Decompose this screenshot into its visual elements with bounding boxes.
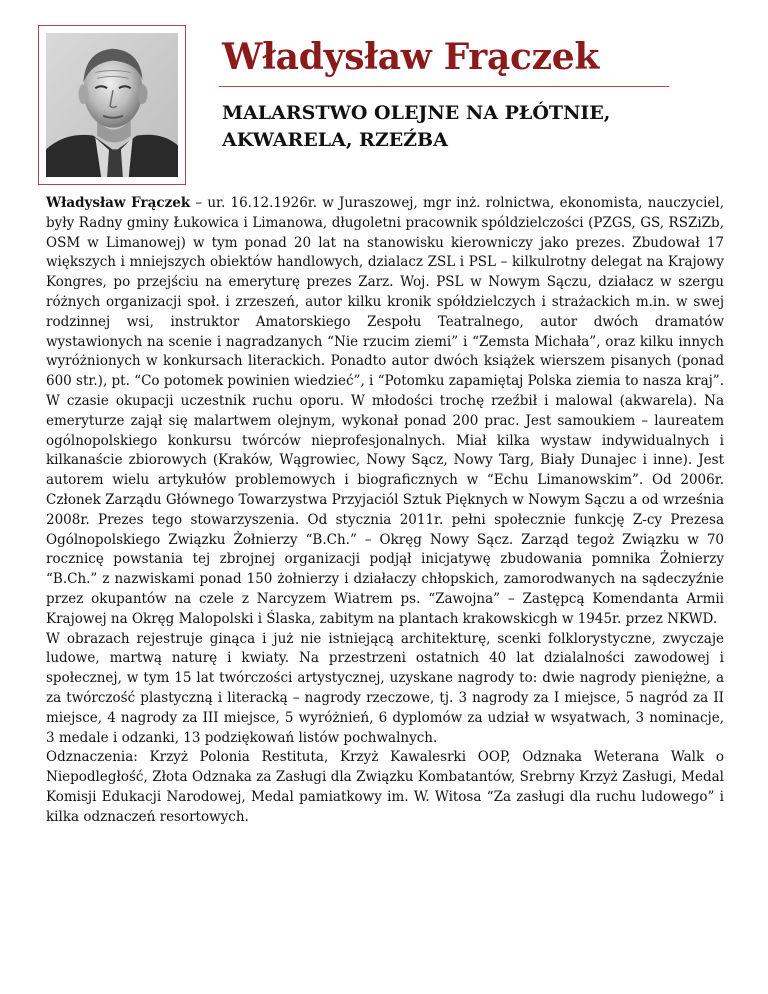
bio-paragraph-1 [46, 194, 724, 630]
biography-text [46, 194, 724, 828]
subtitle-line-1: MALARSTWO OLEJNE NA PŁÓTNIE, [222, 102, 611, 124]
portrait-photo [38, 25, 186, 185]
page-title: Władysław Frączek [222, 36, 599, 78]
bio-paragraph-1-text: – ur. 16.12.1926r. w Juraszowej, mgr inż. rolnictwa, ekonomista, nauczyciel, były Radny gminy Łukowica i Limanowa, długoletni pracownik spóldzielczości (PZGS, GS, RSZiZb, OSM w Limanowej) w tym ponad 20 lat na stanowisku kierowniczy jako prezes. Zbudował 17 większych i mniejszych obiektów handlowych, dzialacz ZSL i PSL – kilkulrotny delegat na Krajowy Kongres, po przejściu na emeryturę prezes Zarz. Woj. PSL w Nowym Sączu, działacz w szergu różnych organizacji społ. i zrzeszeń, autor kilku kronik spółdzielczych i strażackich m.in. w swej rodzinnej wsi, instruktor Amatorskiego Zespołu Teatralnego, autor dwóch dramatów wystawionych na scenie i nagradzanych “Nie rzucim ziemi” i “Zemsta Michała”, oraz kilku innych wyróżnionych w konkursach literackich. Ponadto autor dwóch książek wierszem pisanych (ponad 600 str.), pt. “Co potomek powinien wiedzieć”, i “Potomku zapamiętaj Polska ziemia to nasza kraj”. W czasie okupacji uczestnik ruchu oporu. W młodości trochę rzeźbił i malowal (akwarela). Na emeryturze zajął się malartwem olejnym, wykonał ponad 200 prac. Jest samoukiem – laureatem ogólnopolskiego konkursu twórców nieprofesjonalnych. Miał kilka wystaw indywidualnych i kilkanaście zbiorowych (Kraków, Wągrowiec, Nowy Sącz, Nowy Targ, Biały Dunajec i inne). Jest autorem wielu artykułów problemowych i biograficznych w “Echu Limanowskim”. Od 2006r. Członek Zarządu Głównego Towarzystwa Przyjaciól Sztuk Pięknych w Nowym Sączu a od września 2008r. Prezes tego stowarzyszenia. Od stycznia 2011r. pełni społecznie funkcję Z-cy Prezesa Ogólnopolskiego Związku Żołnierzy “B.Ch.” – Okręg Nowy Sącz. Zarząd tegoż Związku w 70 rocznicę powstania tej zbrojnej organizacji podjął inicjatywę zbudowania pomnika Żołnierzy “B.Ch.” z nazwiskami ponad 150 żołnierzy i działaczy chłopskich, zamorodwanych na sądeczyźnie przez okupantów na czele z Narcyzem Wiatrem ps. “Zawojna” – Zastępcą Komendanta Armii Krajowej na Okręg Malopolski i Ślaska, zabitym na plantach krakowskicgh w 1945r. przez NKWD. [46, 195, 725, 627]
bio-paragraph-2: W obrazach rejestruje ginąca i już nie istniejącą architekturę, scenki folklorystyczne, zwyczaje ludowe, martwą naturę i kwiaty. Na przestrzeni ostatnich 40 lat dzialalności zawodowej i społecznej, w tym 15 lat twórczości artystycznej, uzyskane nagrody to: dwie nagrody pieniężne, a za twórczość plastyczną i literacką – nagrody rzeczowe, tj. 3 nagrody za I miejsce, 5 nagród za II miejsce, 4 nagrody za III miejsce, 5 wyróżnień, 6 dyplomów za udział w wsyatwach, 3 nominacje, 3 medale i odzanki, 13 podziękowań listów pochwalnych. [46, 630, 724, 746]
portrait-image [46, 33, 178, 177]
bio-name: Władysław Frączek [46, 195, 191, 211]
title-divider [219, 86, 669, 87]
bio-paragraph-3: Odznaczenia: Krzyż Polonia Restituta, Krzyż Kawalesrki OOP, Odznaka Weterana Walk o Niepodległość, Złota Odznaka za Zasługi dla Związku Kombatantów, Srebrny Krzyż Zasługi, Medal Komisji Edukacji Narodowej, Medal pamiatkowy im. W. Witosa “Za zasługi dla ruchu ludowego” i kilka odznaczeń resortowych. [46, 749, 724, 825]
subtitle-line-2: AKWARELA, RZEŹBA [222, 129, 448, 151]
page-subtitle [222, 100, 610, 154]
